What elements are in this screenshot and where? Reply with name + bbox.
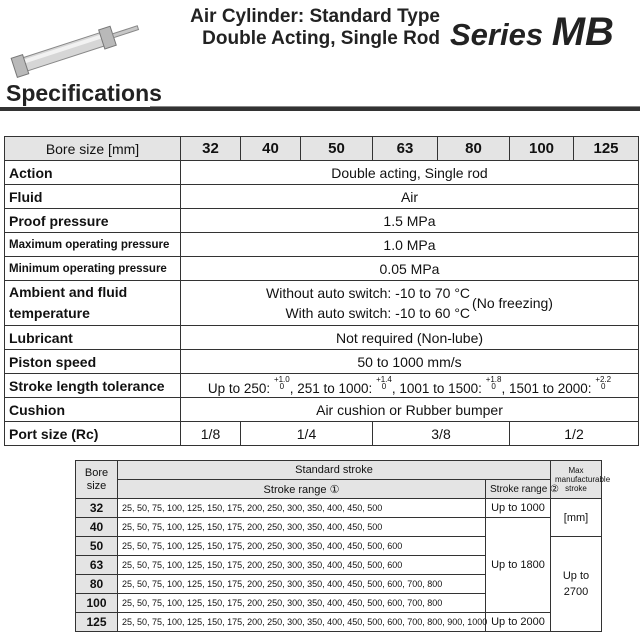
stroke-range-2: Up to 2000 [486, 613, 551, 632]
port-size-label: Port size (Rc) [5, 422, 181, 446]
series-code: MB [551, 10, 614, 54]
bore-value: 63 [373, 137, 438, 161]
series-word: Series [450, 17, 544, 52]
port-size-value: 1/4 [241, 422, 373, 446]
air-cylinder-product-image [8, 4, 148, 84]
cushion-row [5, 398, 639, 422]
stroke-tolerance-row [5, 374, 639, 398]
max-stroke-unit: [mm] [551, 499, 602, 537]
action-label: Action [5, 161, 181, 185]
ambient-without-switch: Without auto switch: -10 to 70 °C [266, 285, 471, 301]
bore-size-label: Bore size [mm] [5, 137, 181, 161]
fluid-value: Air [181, 185, 639, 209]
bore-value: 100 [510, 137, 574, 161]
fluid-row [5, 185, 639, 209]
tolerance-range-2: , 251 to 1000: [289, 380, 377, 396]
max-operating-pressure-row [5, 233, 639, 257]
stroke-bore: 100 [76, 594, 118, 613]
bore-value: 40 [241, 137, 301, 161]
stroke-range: 25, 50, 75, 100, 125, 150, 175, 200, 250, 300, 350, 400, 450, 500, 600, 700, 800 [118, 594, 486, 613]
stroke-range: 25, 50, 75, 100, 125, 150, 175, 200, 250, 300, 350, 400, 450, 500, 600, 700, 800 [118, 575, 486, 594]
lubricant-row [5, 326, 639, 350]
piston-speed-label: Piston speed [5, 350, 181, 374]
stroke-tolerance-value [181, 374, 639, 398]
cushion-value: Air cushion or Rubber bumper [181, 398, 639, 422]
section-title: Specifications [6, 80, 162, 106]
tolerance-range-3: , 1001 to 1500: [391, 380, 486, 396]
bore-value: 80 [438, 137, 510, 161]
stroke-row [76, 499, 602, 518]
stroke-row [76, 613, 602, 632]
tolerance-1: +1.0 0 [273, 374, 290, 391]
stroke-range: 25, 50, 75, 100, 125, 150, 175, 200, 250, 300, 350, 400, 450, 500 [118, 518, 486, 537]
lubricant-value: Not required (Non-lube) [181, 326, 639, 350]
min-operating-pressure-label: Minimum operating pressure [5, 257, 181, 281]
cushion-label: Cushion [5, 398, 181, 422]
ambient-note: (No freezing) [472, 295, 553, 311]
bore-value: 125 [574, 137, 639, 161]
port-size-value: 1/2 [510, 422, 639, 446]
port-size-value: 1/8 [181, 422, 241, 446]
tolerance-2: +1.4 0 [376, 374, 392, 391]
ambient-label-line-1: Ambient and fluid [9, 284, 128, 300]
stroke-range-1-header: Stroke range ① [118, 480, 486, 499]
page-title [150, 6, 440, 50]
action-row [5, 161, 639, 185]
ambient-temperature-label [5, 281, 181, 326]
bore-size-row [5, 137, 639, 161]
stroke-range: 25, 50, 75, 100, 125, 150, 175, 200, 250, 300, 350, 400, 450, 500, 600, 700, 800, 900, 1000 [118, 613, 486, 632]
fluid-label: Fluid [5, 185, 181, 209]
tolerance-range-1: Up to 250: [207, 380, 274, 396]
min-operating-pressure-value: 0.05 MPa [181, 257, 639, 281]
ambient-temperature-row [5, 281, 639, 326]
stroke-bore: 63 [76, 556, 118, 575]
specifications-table [4, 136, 639, 446]
tolerance-3: +1.8 0 [485, 374, 502, 391]
tolerance-4: +2.2 0 [595, 374, 612, 391]
stroke-range: 25, 50, 75, 100, 125, 150, 175, 200, 250, 300, 350, 400, 450, 500 [118, 499, 486, 518]
action-value: Double acting, Single rod [181, 161, 639, 185]
title-line-2: Double Acting, Single Rod [202, 28, 440, 49]
proof-pressure-row [5, 209, 639, 233]
tolerance-range-4: , 1501 to 2000: [501, 380, 596, 396]
stroke-header-row-2 [76, 480, 602, 499]
port-size-row [5, 422, 639, 446]
stroke-bore: 32 [76, 499, 118, 518]
stroke-range-2: Up to 1000 [486, 499, 551, 518]
piston-speed-row [5, 350, 639, 374]
max-operating-pressure-label: Maximum operating pressure [5, 233, 181, 257]
title-line-1: Air Cylinder: Standard Type [190, 6, 440, 27]
stroke-range: 25, 50, 75, 100, 125, 150, 175, 200, 250, 300, 350, 400, 450, 500, 600 [118, 537, 486, 556]
ambient-temperature-value [181, 281, 639, 326]
stroke-bore: 80 [76, 575, 118, 594]
ambient-label-line-2: temperature [9, 305, 90, 321]
max-stroke-value: Up to 2700 [551, 537, 602, 632]
max-operating-pressure-value: 1.0 MPa [181, 233, 639, 257]
stroke-range: 25, 50, 75, 100, 125, 150, 175, 200, 250, 300, 350, 400, 450, 500, 600 [118, 556, 486, 575]
proof-pressure-label: Proof pressure [5, 209, 181, 233]
min-operating-pressure-row [5, 257, 639, 281]
port-size-value: 3/8 [373, 422, 510, 446]
bore-value: 50 [301, 137, 373, 161]
series-name [450, 10, 614, 57]
standard-stroke-table [75, 460, 611, 632]
stroke-row [76, 518, 602, 537]
stroke-bore: 40 [76, 518, 118, 537]
max-stroke-header: Max manufacturable stroke [551, 461, 602, 499]
stroke-bore: 50 [76, 537, 118, 556]
stroke-bore: 125 [76, 613, 118, 632]
stroke-range-2: Up to 1800 [486, 518, 551, 613]
standard-stroke-header: Standard stroke [118, 461, 551, 480]
ambient-with-switch: With auto switch: -10 to 60 °C [285, 305, 471, 321]
bore-value: 32 [181, 137, 241, 161]
stroke-header-row-1 [76, 461, 602, 480]
lubricant-label: Lubricant [5, 326, 181, 350]
stroke-tolerance-label: Stroke length tolerance [5, 374, 181, 398]
bore-size-header: Bore size [76, 461, 118, 499]
piston-speed-value: 50 to 1000 mm/s [181, 350, 639, 374]
stroke-range-2-header: Stroke range ② [486, 480, 551, 499]
proof-pressure-value: 1.5 MPa [181, 209, 639, 233]
section-rule [0, 107, 640, 111]
